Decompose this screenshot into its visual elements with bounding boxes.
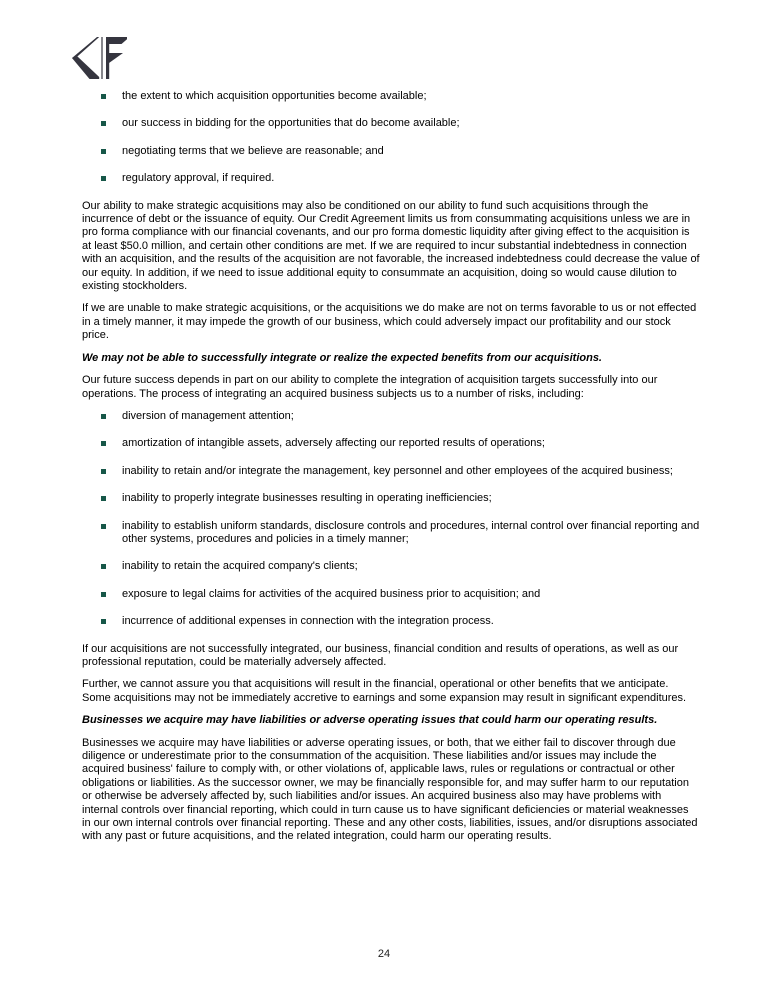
bullet-square-icon bbox=[101, 441, 106, 446]
bullet-square-icon bbox=[101, 564, 106, 569]
paragraph-unable-to-acquire: If we are unable to make strategic acquisitions, or the acquisitions we do make are not on terms favorable to us or not effected in a timely manner, it may impede the growth of our business, which could adversely impact our profitability and our stock price. bbox=[82, 302, 697, 342]
bullet-square-icon bbox=[101, 176, 106, 181]
paragraph-acquired-liabilities: Businesses we acquire may have liabilities or adverse operating issues, or both, that we either fail to discover through due diligence or underestimate prior to the consummation of the acquisition. These liabilities and/or issues may include the acquired business' failure to comply with, or other violations of, applicable laws, rules or regulations or contractual or other obligations or liabilities. As the successor owner, we may be financially responsible for, and may suffer harm to our reputation or otherwise be adversely affected by, such liabilities and/or issues. An acquired business also may have problems with internal controls over financial reporting, which could in turn cause us to have significant deficiencies or material weaknesses in our own internal controls over financial reporting. These and any other costs, liabilities, issues, and/or disruptions associated with any past or future acquisitions, and the related integration, could harm our operating results. bbox=[82, 736, 698, 843]
logo-f-middle-arm bbox=[109, 53, 123, 63]
paragraph-further-no-assurance: Further, we cannot assure you that acquisitions will result in the financial, operational or other benefits that we anticipate. Some acquisitions may not be immediately accretive to earnings and some expansion may result in significant expenditures. bbox=[82, 678, 687, 704]
list-item bbox=[82, 615, 700, 628]
list-item bbox=[82, 520, 700, 547]
list-item bbox=[82, 492, 700, 505]
bullet-text: negotiating terms that we believe are reasonable; and bbox=[122, 144, 384, 157]
integration-risk-bullet-list bbox=[82, 410, 700, 629]
bullet-square-icon bbox=[101, 414, 106, 419]
list-item bbox=[82, 117, 700, 130]
bullet-square-icon bbox=[101, 149, 106, 154]
page-footer bbox=[0, 948, 768, 961]
bullet-text: regulatory approval, if required. bbox=[122, 172, 275, 185]
list-item bbox=[82, 465, 700, 478]
bullet-text: exposure to legal claims for activities of the acquired business prior to acquisition; and bbox=[122, 587, 541, 600]
list-item bbox=[82, 410, 700, 423]
bullet-text: our success in bidding for the opportunities that do become available; bbox=[122, 117, 460, 130]
bullet-square-icon bbox=[101, 619, 106, 624]
bullet-square-icon bbox=[101, 524, 106, 529]
paragraph-funding-conditions: Our ability to make strategic acquisitions may also be conditioned on our ability to fund such acquisitions through the incurrence of debt or the issuance of equity. Our Credit Agreement limits us from consummating acquisitions unless we are in pro forma compliance with our financial covenants, and our pro forma domestic liquidity after giving effect to the acquisition is at least $50.0 million, and certain other conditions are met. If we are required to incur substantial indebtedness in connection with an acquisition, and the results of the acquisition are not favorable, the increased indebtedness could decrease the value of our equity. In addition, if we need to issue additional equity to consummate an acquisition, doing so would cause dilution to existing stockholders. bbox=[82, 199, 700, 293]
logo-divider-bar bbox=[101, 37, 102, 79]
bullet-text: inability to retain and/or integrate the management, key personnel and other employees of the acquired business; bbox=[122, 464, 673, 477]
list-item bbox=[82, 437, 700, 450]
bullet-text: incurrence of additional expenses in connection with the integration process. bbox=[122, 615, 494, 628]
list-item bbox=[82, 145, 700, 158]
bullet-text: the extent to which acquisition opportunities become available; bbox=[122, 90, 427, 102]
bullet-text: amortization of intangible assets, adversely affecting our reported results of operations; bbox=[122, 437, 545, 450]
bullet-square-icon bbox=[101, 94, 106, 99]
risk-factor-heading-liabilities: Businesses we acquire may have liabilities or adverse operating issues that could harm our operating results. bbox=[82, 714, 658, 727]
list-item bbox=[82, 588, 700, 601]
bullet-text: inability to properly integrate businesses resulting in operating inefficiencies; bbox=[122, 492, 492, 505]
bullet-text: diversion of management attention; bbox=[122, 409, 294, 422]
list-item bbox=[82, 90, 700, 103]
logo-f-stem bbox=[106, 37, 109, 79]
paragraph-future-success: Our future success depends in part on our ability to complete the integration of acquisition targets successfully into our operations. The process of integrating an acquired business subjects us to a number of risks, including: bbox=[82, 374, 658, 400]
bullet-square-icon bbox=[101, 121, 106, 126]
document-body bbox=[82, 90, 700, 853]
bullet-square-icon bbox=[101, 496, 106, 501]
intro-bullet-list bbox=[82, 90, 700, 186]
list-item bbox=[82, 560, 700, 573]
logo-k-lower-arm bbox=[72, 57, 99, 80]
bullet-text: inability to retain the acquired company's clients; bbox=[122, 560, 358, 573]
bullet-text: inability to establish uniform standards, disclosure controls and procedures, internal control over financial reporting and other systems, procedures and policies in a timely manner; bbox=[122, 519, 700, 545]
page-number: 24 bbox=[377, 948, 391, 960]
risk-factor-heading-integration: We may not be able to successfully integrate or realize the expected benefits from our acquisitions. bbox=[82, 351, 602, 364]
bullet-square-icon bbox=[101, 592, 106, 597]
bullet-square-icon bbox=[101, 469, 106, 474]
logo-k-upper-arm bbox=[72, 37, 99, 60]
paragraph-not-integrated: If our acquisitions are not successfully integrated, our business, financial condition and results of operations, as well as our professional reputation, could be materially adversely affected. bbox=[82, 642, 679, 668]
korn-ferry-logo bbox=[72, 37, 130, 79]
list-item bbox=[82, 172, 700, 185]
